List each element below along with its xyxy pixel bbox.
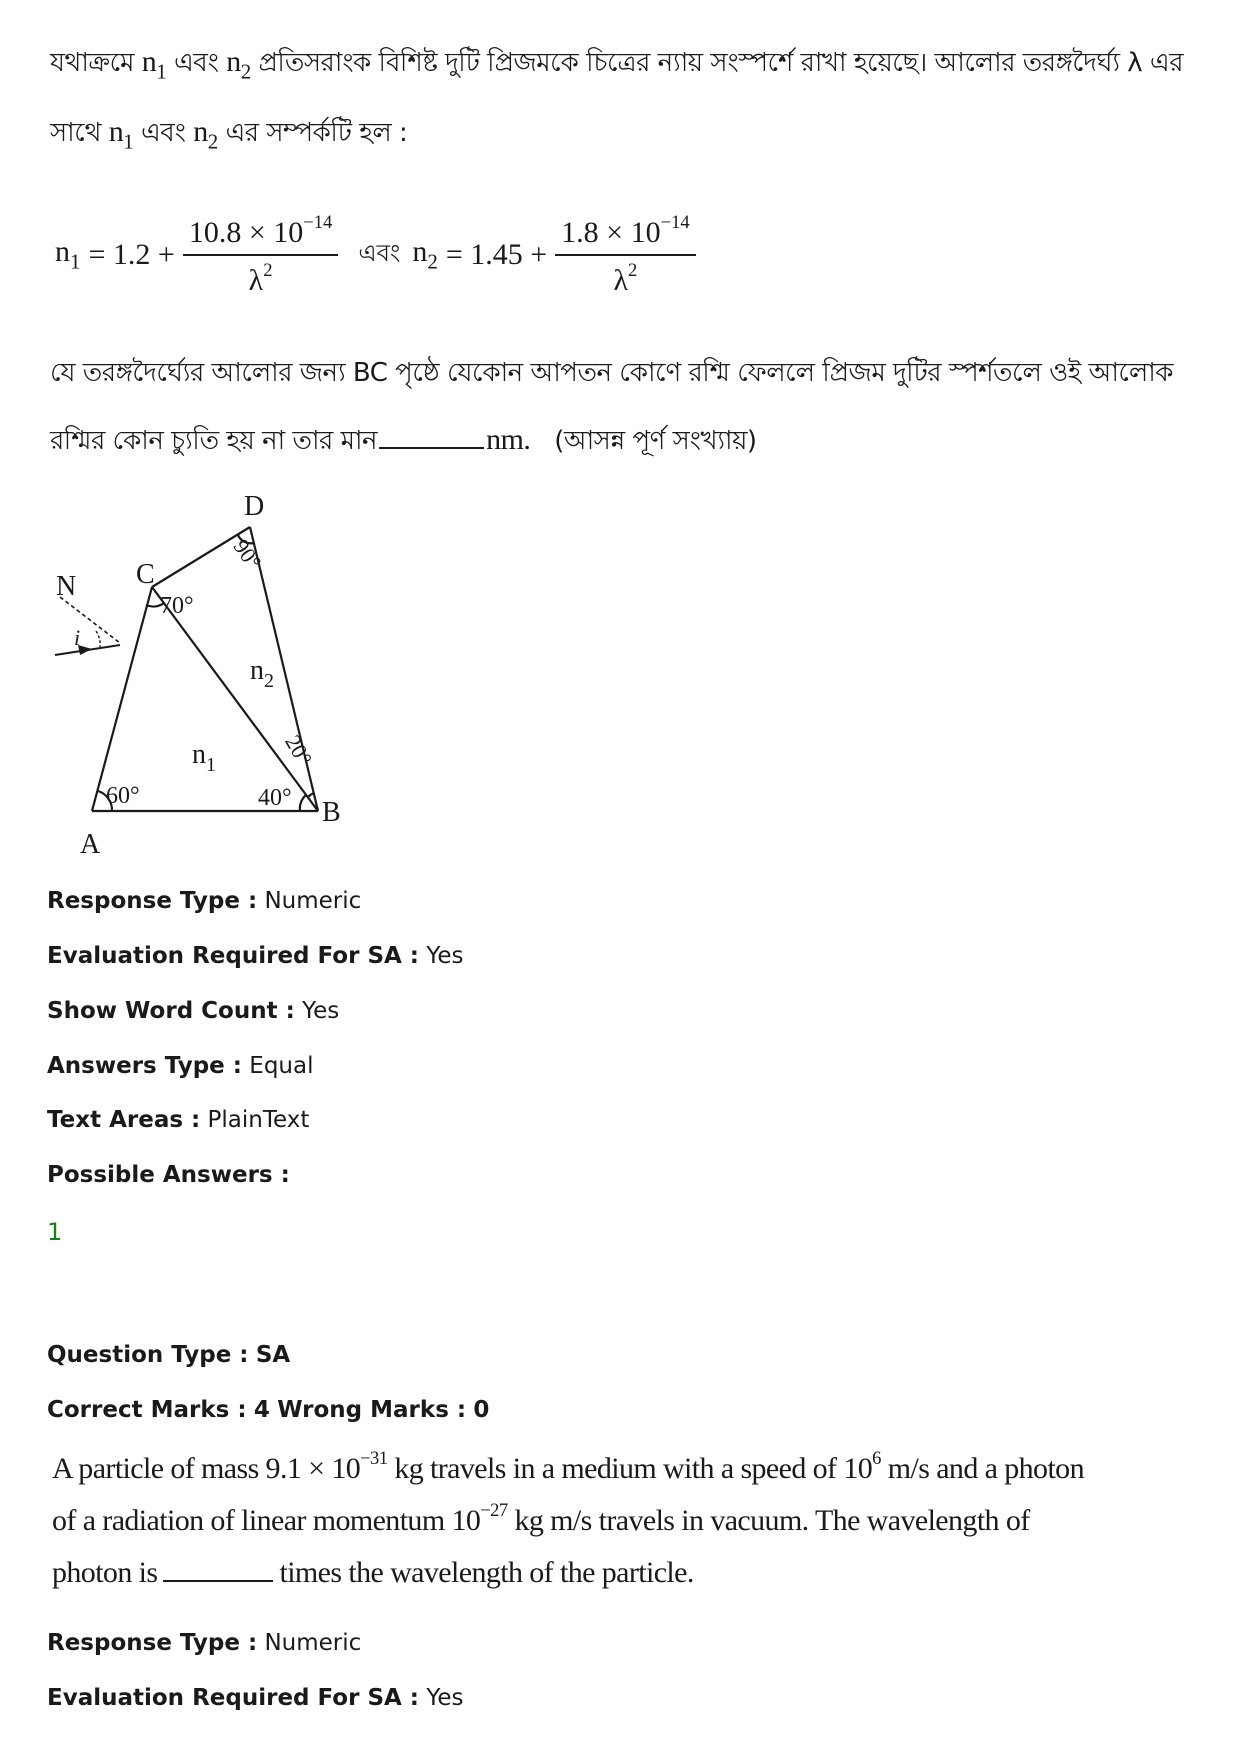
q1-text: (আসন্ন পূর্ণ সংখ্যায়) — [554, 426, 757, 456]
speed-exponent: 6 — [872, 1448, 881, 1469]
n1-symbol: n — [141, 45, 157, 78]
evaluation-required-value: Yes — [426, 1685, 464, 1711]
fraction-1-den-exponent: 2 — [263, 260, 273, 281]
answers-type-value: Equal — [249, 1053, 314, 1079]
n2-region-symbol: n — [250, 655, 264, 686]
n2-region-label — [250, 655, 274, 692]
q2-text: photon is — [52, 1556, 158, 1589]
q1-text: সাথে — [50, 118, 101, 148]
formula-n1: n — [55, 235, 70, 269]
mass-exponent: −31 — [360, 1448, 388, 1469]
show-word-count-value: Yes — [302, 998, 340, 1024]
n2-symbol: n — [193, 115, 208, 148]
label-a: A — [80, 829, 101, 860]
q2-line-1 — [52, 1448, 1084, 1486]
answer-blank — [379, 425, 484, 449]
side-ac — [92, 587, 152, 811]
q1-text: এর সম্পর্কটি হল : — [225, 118, 408, 148]
n2-subscript: 2 — [207, 129, 218, 154]
q1-line-2 — [50, 112, 950, 156]
angle-label-b1: 40° — [258, 785, 292, 811]
angle-label-c: 70° — [160, 593, 194, 619]
fraction-1-denominator: λ — [248, 263, 264, 297]
unit-nm: nm. — [486, 423, 531, 456]
label-n: N — [56, 571, 77, 602]
n2-lhs — [412, 235, 438, 274]
fraction-2 — [555, 212, 696, 298]
angle-label-b2: 20° — [280, 730, 318, 770]
q1-text: রশ্মির কোন চ্যুতি হয় না তার মান — [50, 426, 378, 456]
response-type-row — [47, 888, 361, 914]
q2-text: A particle of mass 9.1 × 10 — [52, 1451, 361, 1485]
response-type-value: Numeric — [264, 888, 362, 914]
answers-type-row — [47, 1053, 314, 1079]
label-c: C — [136, 559, 155, 590]
wrong-marks-value: 0 — [473, 1397, 490, 1423]
q2-text: m/s and a photon — [887, 1451, 1084, 1485]
text-areas-value: PlainText — [207, 1107, 310, 1133]
evaluation-required-value: Yes — [426, 943, 464, 969]
show-word-count-row — [47, 998, 339, 1024]
evaluation-required-row — [47, 943, 463, 969]
correct-marks-value: 4 — [253, 1397, 270, 1423]
q1-line-3 — [50, 352, 1173, 396]
question-type-row — [47, 1342, 290, 1368]
formula-n2: n — [412, 235, 428, 269]
and-word: এবং — [174, 48, 219, 78]
q2-text: kg m/s travels in vacuum. The wavelength of — [514, 1503, 1030, 1537]
fraction-1-exponent: −14 — [303, 212, 333, 234]
q1-line-4 — [50, 420, 950, 464]
refractive-index-formula — [55, 200, 704, 310]
q2-line-2 — [52, 1500, 1030, 1538]
show-word-count-label: Show Word Count : — [47, 998, 295, 1024]
formula-n1-sub: 1 — [70, 249, 81, 274]
fraction-2-numerator: 1.8 × 10 — [561, 216, 661, 249]
q2-line-3 — [52, 1556, 952, 1590]
n2-region-sub: 2 — [264, 670, 274, 692]
evaluation-required-row-2 — [47, 1685, 463, 1711]
question-type-value: SA — [255, 1342, 291, 1368]
fraction-1-numerator: 10.8 × 10 — [188, 216, 304, 249]
formula-eq1: = 1.2 + — [88, 238, 175, 271]
n2-subscript: 2 — [240, 59, 251, 84]
formula-eq2: = 1.45 + — [445, 238, 548, 271]
question-type-label: Question Type : — [47, 1342, 249, 1368]
possible-answers-label: Possible Answers : — [47, 1162, 290, 1188]
angle-arc-b — [300, 795, 306, 811]
n1-region-symbol: n — [192, 739, 206, 770]
answers-type-label: Answers Type : — [47, 1053, 242, 1079]
n1-symbol: n — [108, 115, 124, 148]
prism-diagram — [50, 485, 410, 865]
formula-and-word: এবং — [358, 239, 401, 267]
response-type-row-2 — [47, 1630, 361, 1656]
q2-text: kg travels in a medium with a speed of 10 — [394, 1451, 873, 1485]
response-type-value: Numeric — [264, 1630, 362, 1656]
evaluation-required-label: Evaluation Required For SA : — [47, 1685, 420, 1711]
fraction-2-denominator: λ — [613, 263, 629, 297]
momentum-exponent: −27 — [480, 1500, 508, 1521]
marks-row — [47, 1397, 489, 1423]
q1-text: প্রতিসরাংক বিশিষ্ট দুটি প্রিজমকে চিত্রের ন্যায় সংস্পর্শে রাখা হয়েছে। আলোর তরঙ্গদৈর্ঘ্য λ এর — [258, 48, 1184, 78]
fraction-1 — [183, 212, 339, 298]
q2-answer-blank — [163, 1558, 273, 1582]
q1-text: যথাক্রমে — [50, 48, 134, 78]
text-areas-label: Text Areas : — [47, 1107, 201, 1133]
n1-subscript: 1 — [123, 129, 134, 154]
q2-text: times the wavelength of the particle. — [279, 1556, 694, 1589]
label-b: B — [322, 797, 341, 828]
fraction-2-exponent: −14 — [660, 212, 690, 234]
label-d: D — [244, 491, 265, 522]
fraction-2-den-exponent: 2 — [628, 260, 638, 281]
possible-answer-value: 1 — [47, 1218, 63, 1246]
q1-line-1 — [50, 42, 1184, 86]
n1-subscript: 1 — [156, 59, 167, 84]
formula-n2-sub: 2 — [427, 249, 438, 274]
response-type-label: Response Type : — [47, 888, 258, 914]
incidence-arc — [96, 631, 100, 647]
interface-cb — [152, 587, 318, 811]
n1-lhs — [55, 235, 81, 274]
angle-label-a: 60° — [106, 783, 140, 809]
evaluation-required-label: Evaluation Required For SA : — [47, 943, 420, 969]
response-type-label: Response Type : — [47, 1630, 258, 1656]
q1-text: যে তরঙ্গদৈর্ঘ্যের আলোর জন্য BC পৃষ্ঠে যেকোন আপতন কোণে রশ্মি ফেললে প্রিজম দুটির স্পর্শতলে ওই আলোক — [50, 358, 1173, 388]
and-word: এবং — [141, 118, 186, 148]
n2-symbol: n — [226, 45, 241, 78]
label-i: i — [74, 625, 81, 650]
n1-region-sub: 1 — [206, 754, 216, 776]
correct-marks-label: Correct Marks : — [47, 1397, 247, 1423]
text-areas-row — [47, 1107, 309, 1133]
possible-answers-row — [47, 1162, 290, 1188]
n1-region-label — [192, 739, 216, 776]
angle-label-d: 90° — [228, 534, 267, 575]
q2-text: of a radiation of linear momentum 10 — [52, 1503, 481, 1537]
normal-line — [60, 597, 120, 643]
wrong-marks-label: Wrong Marks : — [277, 1397, 467, 1423]
